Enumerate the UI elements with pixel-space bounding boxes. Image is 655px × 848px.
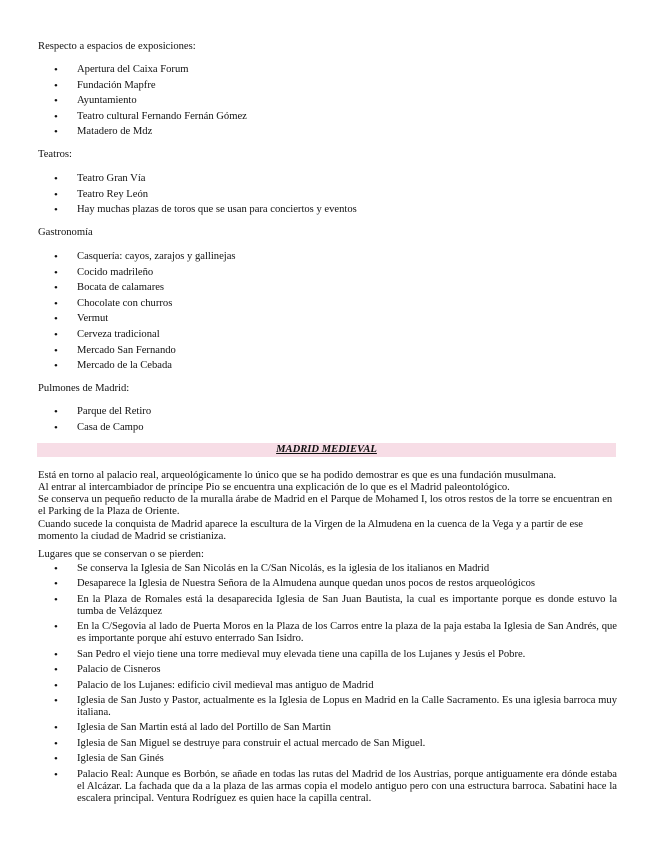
list-item: • En la C/Segovia al lado de Puerta Moros en la Plaza de los Carros entre la plaza de la paja estaba la Iglesia de San Andrés, que es importante porque ahí estuvo enterrado San Isidro. [0, 621, 617, 645]
list-item: • Ayuntamiento [0, 95, 247, 111]
list-item: • Apertura del Caixa Forum [0, 64, 247, 80]
list-item: • Iglesia de San Justo y Pastor, actualmente es la Iglesia de Lopus en Madrid en la Calle Sacramento. Es una iglesia barroca muy italiana. [0, 695, 617, 719]
list-item: • Chocolate con churros [0, 298, 236, 314]
list-item: • Cocido madrileño [0, 267, 236, 283]
exposiciones-heading: Respecto a espacios de exposiciones: [38, 41, 196, 52]
medieval-paragraph: Al entrar al intercambiador de príncipe Pio se encuentra una explicación de lo que es el Madrid paleontológico. [38, 482, 510, 493]
list-item: • Matadero de Mdz [0, 126, 247, 142]
teatros-list [0, 173, 357, 220]
list-item: • Hay muchas plazas de toros que se usan para conciertos y eventos [0, 204, 357, 220]
list-item: • Se conserva la Iglesia de San Nicolás en la C/San Nicolás, es la iglesia de los italianos en Madrid [0, 563, 617, 575]
list-item: • San Pedro el viejo tiene una torre medieval muy elevada tiene una capilla de los Lujanes y Jesús el Pobre. [0, 649, 617, 661]
list-item: • Casa de Campo [0, 422, 151, 438]
list-item: • Cerveza tradicional [0, 329, 236, 345]
list-item: • Fundación Mapfre [0, 80, 247, 96]
medieval-paragraph: Se conserva un pequeño reducto de la muralla árabe de Madrid en el Parque de Mohamed I, los otros restos de la torre se encuentran en el Parking de la Plaza de Oriente. [38, 494, 613, 517]
list-item: • Casquería: cayos, zarajos y gallinejas [0, 251, 236, 267]
list-item: • En la Plaza de Romales está la desaparecida Iglesia de San Juan Bautista, la cual es importante porque es donde estuvo la tumba de Velázquez [0, 594, 617, 618]
list-item: • Palacio de Cisneros [0, 664, 617, 676]
list-item: • Iglesia de San Ginés [0, 753, 617, 765]
medieval-paragraph: Está en torno al palacio real, arqueológicamente lo único que se ha podido demostrar es que es una fundación musulmana. [38, 470, 557, 481]
list-item: • Parque del Retiro [0, 406, 151, 422]
lugares-heading: Lugares que se conservan o se pierden: [38, 549, 204, 560]
list-item: • Iglesia de San Miguel se destruye para construir el actual mercado de San Miguel. [0, 738, 617, 750]
list-item: • Palacio Real: Aunque es Borbón, se añade en todas las rutas del Madrid de los Austrias, porque antiguamente era dónde estaba el Alcázar. La fachada que da a la plaza de las armas copia el modelo antiguo pero con una estructura barroca. Sabatini hace la escalera principal. Ventura Rodríguez es quien hace la capilla central. [0, 769, 617, 805]
list-item: • Palacio de los Lujanes: edificio civil medieval mas antiguo de Madrid [0, 680, 617, 692]
medieval-paragraph: Cuando sucede la conquista de Madrid aparece la escultura de la Virgen de la Almudena en la cuenca de la Vega y a partir de ese momento la ciudad de Madrid se cristianiza. [38, 519, 584, 542]
gastronomia-heading: Gastronomía [38, 227, 93, 238]
pulmones-heading: Pulmones de Madrid: [38, 383, 130, 394]
gastronomia-list [0, 251, 236, 376]
list-item: • Teatro cultural Fernando Fernán Gómez [0, 111, 247, 127]
list-item: • Bocata de calamares [0, 282, 236, 298]
list-item: • Mercado de la Cebada [0, 360, 236, 376]
list-item: • Vermut [0, 313, 236, 329]
exposiciones-list [0, 64, 247, 142]
list-item: • Teatro Gran Vía [0, 173, 357, 189]
list-item: • Iglesia de San Martin está al lado del Portillo de San Martin [0, 722, 617, 734]
teatros-heading: Teatros: [38, 149, 72, 160]
list-item: • Desaparece la Iglesia de Nuestra Señora de la Almudena aunque quedan unos pocos de restos arqueológicos [0, 578, 617, 590]
medieval-section-title: MADRID MEDIEVAL [37, 443, 616, 457]
pulmones-list [0, 406, 151, 437]
list-item: • Mercado San Fernando [0, 345, 236, 361]
lugares-list [0, 563, 617, 808]
list-item: • Teatro Rey León [0, 189, 357, 205]
